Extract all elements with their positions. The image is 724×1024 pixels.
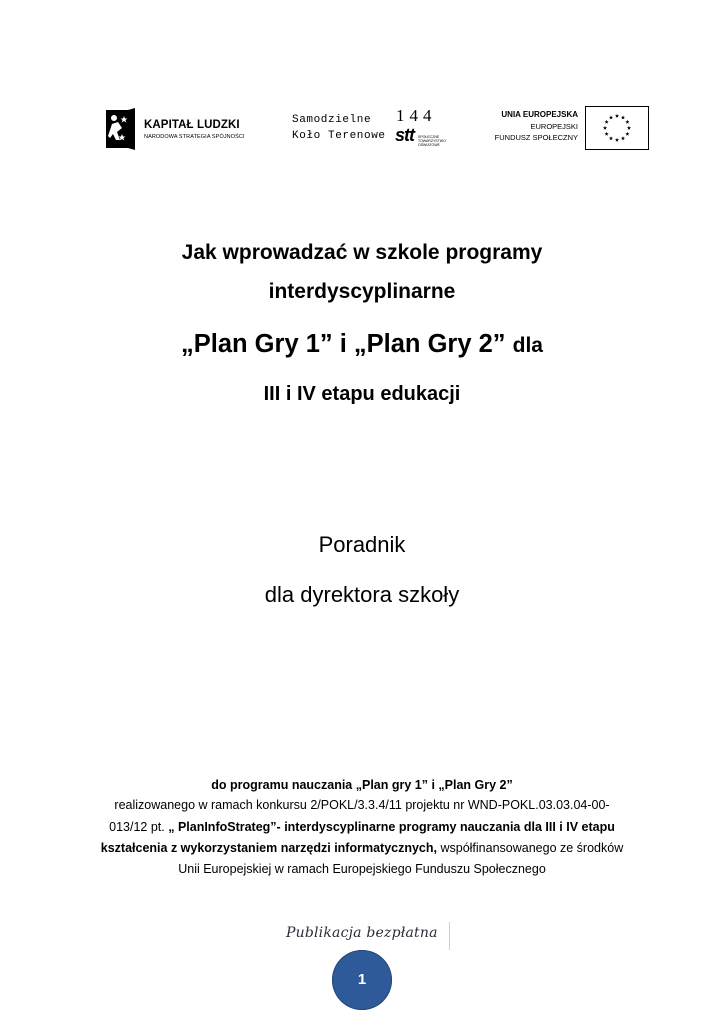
subtitle-audience: dla dyrektora szkoły <box>264 582 460 607</box>
project-line-2 <box>0 819 724 835</box>
eu-star-icon <box>605 120 609 124</box>
project-line-4: Unii Europejskiej w ramach Europejskiego Funduszu Społecznego <box>178 862 546 876</box>
eu-stars-icon <box>586 107 648 149</box>
eu-star-icon <box>627 126 631 130</box>
eu-star-icon <box>621 136 625 140</box>
eu-line-2: EUROPEJSKI <box>530 122 578 131</box>
title-line-2: interdyscyplinarne <box>268 280 456 303</box>
skt-line-2: Koło Terenowe <box>292 130 386 142</box>
page-number: 1 <box>357 971 367 988</box>
eu-star-icon <box>625 120 629 124</box>
title-line-3-tail: dla <box>512 334 543 357</box>
eu-star-icon <box>615 138 619 142</box>
project-line-3-b: współfinansowanego ze środków <box>437 841 624 855</box>
eu-line-3: FUNDUSZ SPOŁECZNY <box>494 133 578 142</box>
page-number-badge <box>332 950 392 1010</box>
project-line-3 <box>0 840 724 856</box>
project-line-1: realizowanego w ramach konkursu 2/POKL/3.3.4/11 projektu nr WND-POKL.03.03.04-00- <box>114 798 610 812</box>
title-line-3-main: „Plan Gry 1” i „Plan Gry 2” <box>181 330 506 358</box>
eu-star-icon <box>609 136 613 140</box>
kapital-ludzki-name: KAPITAŁ LUDZKI <box>144 119 240 131</box>
kapital-ludzki-tagline: NARODOWA STRATEGIA SPÓJNOŚCI <box>144 134 245 140</box>
project-line-2-b: „ PlanInfoStrateg”- interdyscyplinarne programy nauczania dla III i IV etapu <box>168 820 615 834</box>
project-line-3-a: kształcenia z wykorzystaniem narzędzi informatycznych, <box>100 841 437 855</box>
eu-line-1: UNIA EUROPEJSKA <box>501 110 578 119</box>
skt-line-1: Samodzielne <box>292 114 372 126</box>
eu-star-icon <box>609 115 613 119</box>
project-line-2-a: 013/12 pt. <box>109 820 169 834</box>
sto-logo-small-text: SPOŁECZNE TOWARZYSTWO OŚWIATOWE <box>418 135 446 147</box>
program-line: do programu nauczania „Plan gry 1” i „Plan Gry 2” <box>211 778 513 792</box>
eu-star-icon <box>605 132 609 136</box>
eu-star-icon <box>621 115 625 119</box>
eu-flag-icon <box>585 106 649 150</box>
logo-skt-144 <box>290 106 450 154</box>
stamp-divider <box>449 922 450 950</box>
free-publication-text: Publikacja bezpłatna <box>286 925 438 941</box>
subtitle-poradnik: Poradnik <box>318 532 406 557</box>
title-line-3 <box>0 330 724 359</box>
title-line-4: III i IV etapu edukacji <box>263 383 461 405</box>
eu-star-icon <box>625 132 629 136</box>
eu-star-icon <box>603 126 607 130</box>
skt-number: 144 <box>396 106 437 125</box>
logo-kapital-ludzki <box>104 108 244 150</box>
free-publication-stamp <box>286 922 450 950</box>
sto-logo-mark: stt <box>395 125 414 145</box>
title-line-1: Jak wprowadzać w szkole programy <box>181 241 543 264</box>
logo-eu-text <box>470 110 578 142</box>
kapital-ludzki-icon <box>104 108 136 150</box>
eu-star-icon <box>615 114 619 118</box>
